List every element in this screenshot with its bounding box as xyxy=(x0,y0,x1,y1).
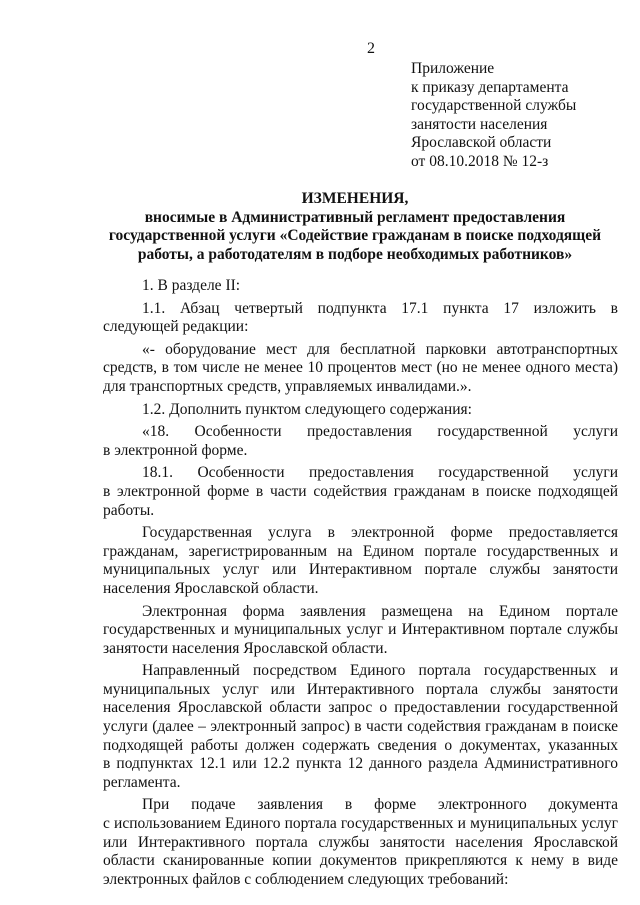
paragraph-line: регламента. xyxy=(103,773,181,791)
appendix-line: к приказу департамента xyxy=(411,78,569,96)
appendix-line: Приложение xyxy=(411,60,495,77)
paragraph-line: 1. В разделе II: xyxy=(142,277,241,294)
paragraph-line: работы. xyxy=(103,501,155,519)
paragraph-line: Направленный посредством Единого портала государственных и xyxy=(142,662,618,680)
appendix-line: занятости населения xyxy=(411,115,548,133)
paragraph-line: в электронной форме. xyxy=(103,441,248,459)
paragraph-line: государственных и муниципальных услуг и Интерактивном портале службы xyxy=(103,621,618,639)
paragraph-line: населения Ярославской области. xyxy=(103,579,319,597)
document-heading xyxy=(90,190,620,265)
paragraph-line: следующей редакции: xyxy=(103,318,249,336)
paragraph-line: 1.2. Дополнить пунктом следующего содержания: xyxy=(142,400,472,418)
paragraph-line: гражданам, зарегистрированным на Едином портале государственных и xyxy=(103,542,618,560)
paragraph-line: для транспортных средств, управляемых инвалидами.». xyxy=(103,377,472,395)
appendix-line: Ярославской области xyxy=(411,134,552,151)
paragraph-line: При подаче заявления в форме электронного документа xyxy=(142,796,618,814)
paragraph-line: или Интерактивного портала службы занятости населения Ярославской xyxy=(103,833,618,851)
heading-line: государственной услуги «Содействие гражданам в поиске подходящей xyxy=(108,227,602,245)
paragraph-line: в подпунктах 12.1 или 12.2 пункта 12 данного раздела Административного xyxy=(103,755,618,773)
paragraph-line: Электронная форма заявления размещена на Едином портале xyxy=(142,602,618,620)
appendix-block xyxy=(411,60,631,171)
heading-line: вносимые в Административный регламент предоставления xyxy=(144,208,566,226)
paragraph-line: «- оборудование мест для бесплатной парковки автотранспортных xyxy=(142,340,618,358)
paragraph xyxy=(103,401,618,420)
paragraph xyxy=(103,277,618,296)
paragraph xyxy=(103,464,618,520)
paragraph xyxy=(103,423,618,460)
paragraph-line: Государственная услуга в электронной форме предоставляется xyxy=(142,524,618,542)
appendix-line: государственной службы xyxy=(411,97,577,114)
paragraph-line: 1.1. Абзац четвертый подпункта 17.1 пункта 17 изложить в xyxy=(142,299,618,317)
appendix-line: от 08.10.2018 № 12-з xyxy=(411,152,549,170)
paragraph-line: муниципальных услуг или Интерактивном портале службы занятости xyxy=(103,561,618,579)
paragraph xyxy=(103,300,618,337)
paragraph-line: населения Ярославской области запрос о предоставлении государственной xyxy=(103,699,618,717)
paragraph-line: 18.1. Особенности предоставления государственной услуги xyxy=(142,464,618,482)
paragraph-line: области сканированные копии документов прикрепляются к нему в виде xyxy=(103,852,618,870)
paragraph-line: электронных файлов с соблюдением следующих требований: xyxy=(103,870,509,888)
paragraph-line: занятости населения Ярославской области. xyxy=(103,639,388,657)
heading-title: ИЗМЕНЕНИЯ, xyxy=(301,190,409,207)
heading-line: работы, а работодателям в подборе необходимых работников» xyxy=(137,246,573,264)
paragraph xyxy=(103,524,618,598)
paragraph-line: с использованием Единого портала государственных и муниципальных услуг xyxy=(103,815,618,833)
paragraph xyxy=(103,341,618,397)
paragraph-line: «18. Особенности предоставления государственной услуги xyxy=(142,423,618,441)
paragraph-line: услуги (далее – электронный запрос) в части содействия гражданам в поиске xyxy=(103,718,618,736)
paragraph-line: подходящей работы должен содержать сведения о документах, указанных xyxy=(103,736,618,754)
paragraph-line: средств, в том числе не менее 10 процентов мест (но не менее одного места) xyxy=(103,359,618,377)
paragraph-line: муниципальных услуг или Интерактивного портала службы занятости xyxy=(103,680,618,698)
page-number: 2 xyxy=(367,40,375,57)
paragraph xyxy=(103,796,618,889)
paragraph xyxy=(103,662,618,792)
paragraph xyxy=(103,603,618,659)
paragraph-line: в электронной форме в части содействия гражданам в поиске подходящей xyxy=(103,482,618,500)
document-body xyxy=(103,277,618,893)
